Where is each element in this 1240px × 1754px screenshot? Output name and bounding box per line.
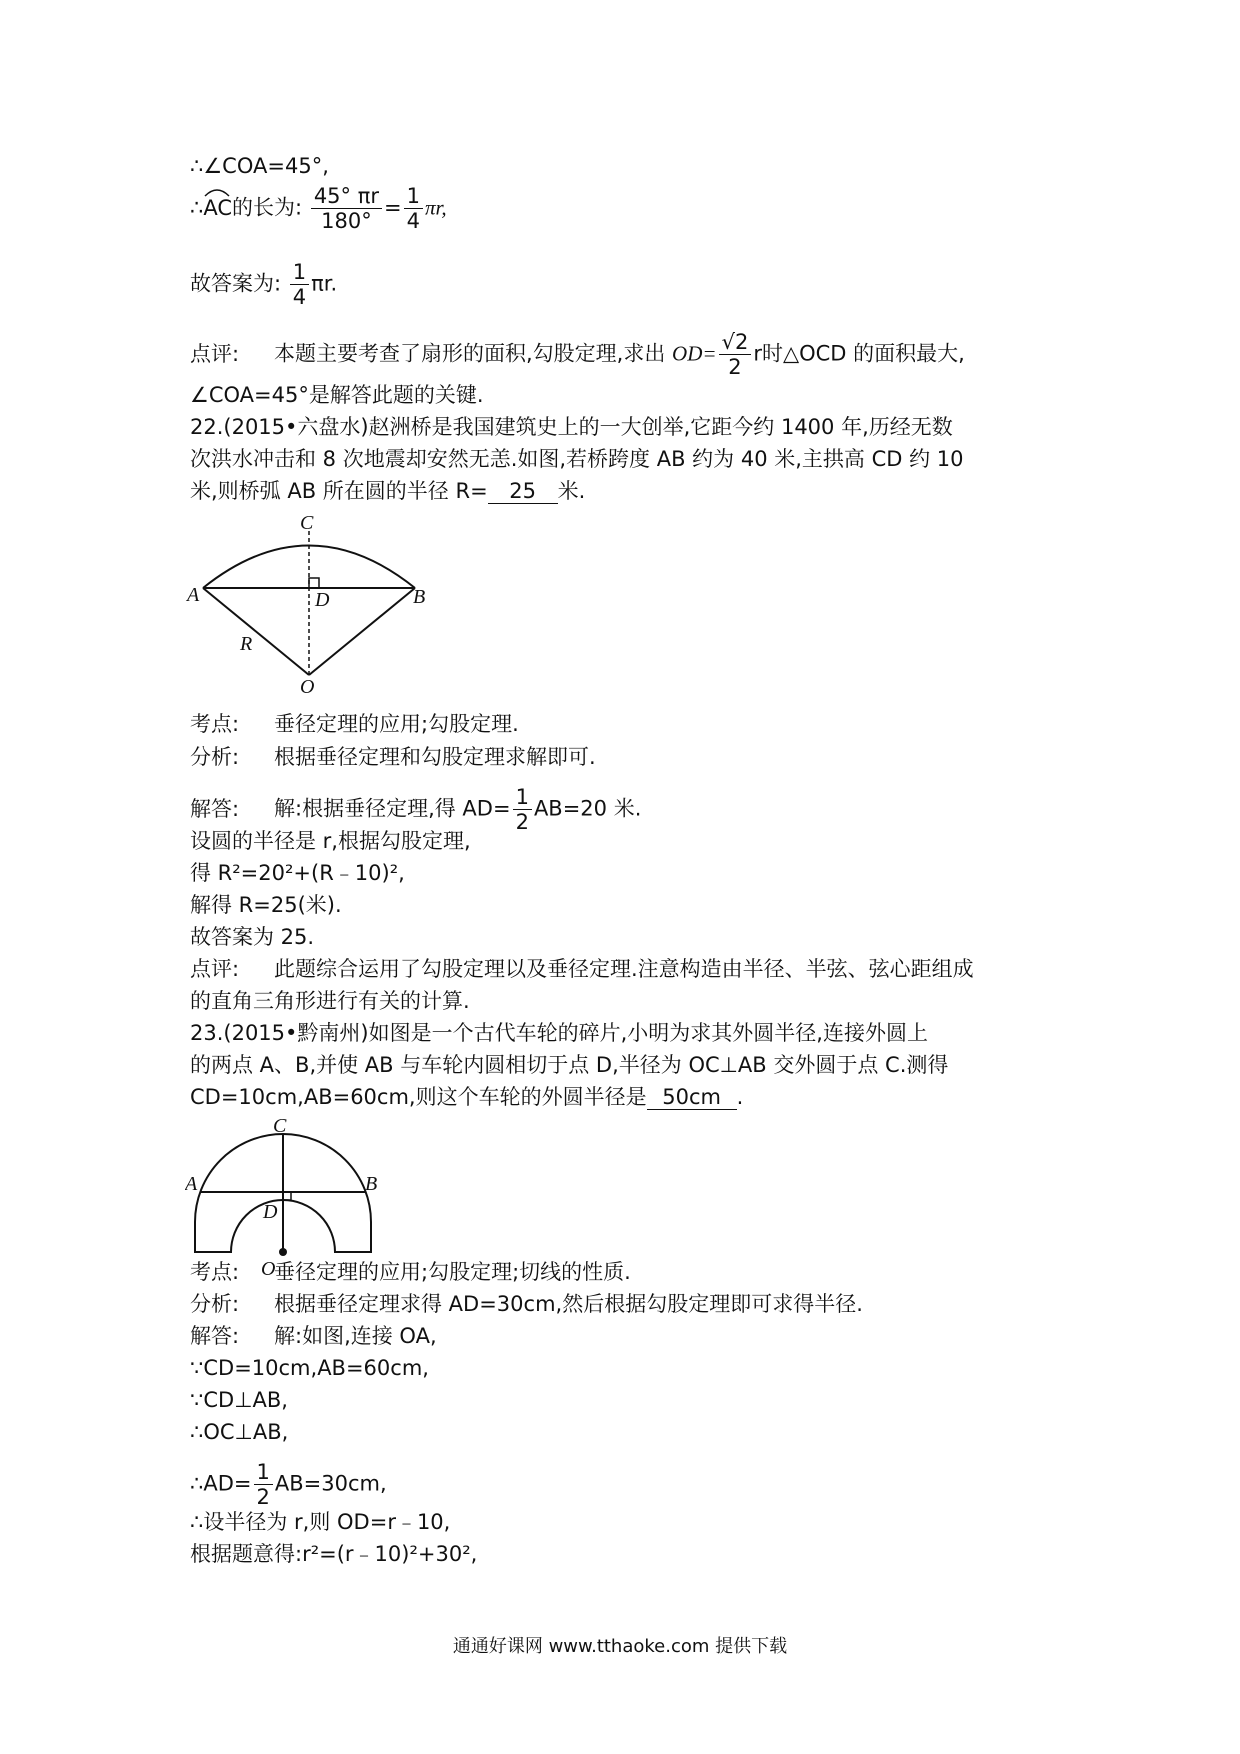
q22-line-3-post: 米. <box>557 479 586 503</box>
q22-kaodian-label: 考点: <box>190 712 240 736</box>
line-review-prev-2: ∠COA=45°是解答此题的关键. <box>190 383 484 407</box>
arc-tail: πr, <box>424 195 447 220</box>
line-arc-length <box>190 184 447 233</box>
arc-eq: = <box>384 195 402 220</box>
arc-fraction <box>311 184 382 233</box>
q22-right-angle-mark <box>309 578 319 588</box>
q23-label-o: O <box>261 1258 276 1278</box>
q22-jieda-frac-num: 1 <box>513 785 532 810</box>
q22-fenxi-text: 根据垂径定理和勾股定理求解即可. <box>274 745 596 769</box>
q23-kaodian-text: 垂径定理的应用;勾股定理;切线的性质. <box>274 1260 631 1284</box>
q22-jieda-pre: 解:根据垂径定理,得 AD= <box>274 796 511 821</box>
q23-fenxi-text: 根据垂径定理求得 AD=30cm,然后根据勾股定理即可求得半径. <box>274 1292 863 1316</box>
q23-step-5: ∴设半径为 r,则 OD=r﹣10, <box>190 1510 451 1534</box>
q22-bridge-figure <box>185 515 445 695</box>
q22-label-c: C <box>300 515 314 534</box>
q23-label-a: A <box>185 1173 198 1195</box>
q22-label-a: A <box>187 584 200 606</box>
q23-line-1: 23.(2015•黔南州)如图是一个古代车轮的碎片,小明为求其外圆半径,连接外圆上 <box>190 1021 928 1045</box>
line-answer-prev <box>190 260 337 309</box>
q22-label-b: B <box>413 586 426 608</box>
arc-frac-num: 45° πr <box>311 184 382 209</box>
q23-step-4-frac-num: 1 <box>254 1460 273 1485</box>
q23-line-2: 的两点 A、B,并使 AB 与车轮内圆相切于点 D,半径为 OC⊥AB 交外圆于点 C.测得 <box>190 1053 949 1077</box>
q23-jieda-label: 解答: <box>190 1324 240 1348</box>
q22-line-ao <box>203 588 309 675</box>
q23-step-4-post: AB=30cm, <box>274 1471 387 1496</box>
q23-wheel-figure <box>185 1118 395 1278</box>
q22-review-text-1: 此题综合运用了勾股定理以及垂径定理.注意构造由半径、半弦、弦心距组成 <box>274 957 974 981</box>
page-footer: 通通好课网 www.tthaoke.com 提供下载 <box>452 1636 788 1657</box>
q23-line-3-pre: CD=10cm,AB=60cm,则这个车轮的外圆半径是 <box>190 1085 647 1109</box>
q22-line-2: 次洪水冲击和 8 次地震却安然无恙.如图,若桥跨度 AB 约为 40 米,主拱高 CD 约 10 <box>190 447 964 471</box>
q22-label-o: O <box>300 676 315 695</box>
q22-answer-blank: 25 <box>488 479 558 504</box>
q22-fenxi-label: 分析: <box>190 745 240 769</box>
q23-step-4-fraction <box>254 1460 273 1509</box>
q23-label-c: C <box>273 1118 287 1137</box>
q23-kaodian <box>190 1257 631 1287</box>
answer-tail: πr. <box>311 271 338 296</box>
arc-hat-icon <box>203 187 231 197</box>
q23-center-o <box>279 1248 287 1256</box>
q23-fenxi-label: 分析: <box>190 1292 240 1316</box>
q23-jieda <box>190 1321 437 1351</box>
q22-step-3: 解得 R=25(米). <box>190 893 342 917</box>
review-od: OD= <box>672 341 717 366</box>
arc-frac-den: 180° <box>321 209 372 233</box>
review-text-1: 本题主要考查了扇形的面积,勾股定理,求出 <box>274 341 666 366</box>
q22-review <box>190 954 974 984</box>
arc-frac2-num: 1 <box>404 184 423 209</box>
q23-line-3 <box>190 1082 743 1112</box>
q22-review-label: 点评: <box>190 957 240 981</box>
answer-frac-num: 1 <box>290 260 309 285</box>
q22-label-d: D <box>315 589 330 611</box>
answer-fraction <box>290 260 309 309</box>
q22-step-4: 故答案为 25. <box>190 925 315 949</box>
q22-line-3 <box>190 476 585 506</box>
line-angle-coa: ∴∠COA=45°, <box>190 154 329 178</box>
q22-fenxi <box>190 742 596 772</box>
line-review-prev <box>190 330 965 379</box>
answer-frac-den: 4 <box>292 285 307 309</box>
q23-step-6: 根据题意得:r²=(r﹣10)²+30², <box>190 1542 478 1566</box>
q23-label-b: B <box>365 1173 378 1195</box>
q23-step-2: ∵CD⊥AB, <box>190 1388 288 1412</box>
q23-line-3-post: . <box>736 1085 744 1109</box>
q22-label-r: R <box>240 633 253 655</box>
q22-line-1: 22.(2015•六盘水)赵洲桥是我国建筑史上的一大创举,它距今约 1400 年,历经无数 <box>190 415 953 439</box>
q23-kaodian-label: 考点: <box>190 1260 240 1284</box>
q23-step-4 <box>190 1460 387 1509</box>
arc-label: 的长为: <box>232 195 303 220</box>
arc-symbol: AC <box>203 193 232 223</box>
q23-step-1: ∵CD=10cm,AB=60cm, <box>190 1356 429 1380</box>
q22-jieda-post: AB=20 米. <box>533 796 642 821</box>
q23-fenxi <box>190 1289 863 1319</box>
q22-jieda-fraction <box>513 785 532 834</box>
q22-kaodian <box>190 709 519 739</box>
review-text-2: r时△OCD 的面积最大, <box>753 341 965 366</box>
review-den: 2 <box>728 355 742 379</box>
review-sqrt: √2 <box>719 330 752 355</box>
q23-step-4-frac-den: 2 <box>256 1485 270 1509</box>
q23-answer-blank: 50cm <box>647 1085 737 1110</box>
q22-step-2: 得 R²=20²+(R﹣10)², <box>190 861 405 885</box>
q22-step-1: 设圆的半径是 r,根据勾股定理, <box>190 829 471 853</box>
q23-label-d: D <box>263 1201 278 1223</box>
q22-review-2: 的直角三角形进行有关的计算. <box>190 989 470 1013</box>
review-label: 点评: <box>190 341 240 366</box>
q23-jieda-text: 解:如图,连接 OA, <box>274 1324 437 1348</box>
answer-label: 故答案为: <box>190 271 282 296</box>
q23-right-angle-mark <box>283 1192 291 1200</box>
q22-jieda-label: 解答: <box>190 796 240 821</box>
arc-prefix: ∴ <box>190 195 204 220</box>
arc-frac2-den: 4 <box>406 209 420 233</box>
q22-kaodian-text: 垂径定理的应用;勾股定理. <box>274 712 519 736</box>
q22-line-3-pre: 米,则桥弧 AB 所在圆的半径 R= <box>190 479 488 503</box>
q23-step-4-pre: ∴AD= <box>190 1471 252 1496</box>
q22-jieda-frac-den: 2 <box>515 810 529 834</box>
arc-fraction-2 <box>404 184 423 233</box>
q23-step-3: ∴OC⊥AB, <box>190 1420 289 1444</box>
review-fraction <box>719 330 752 379</box>
